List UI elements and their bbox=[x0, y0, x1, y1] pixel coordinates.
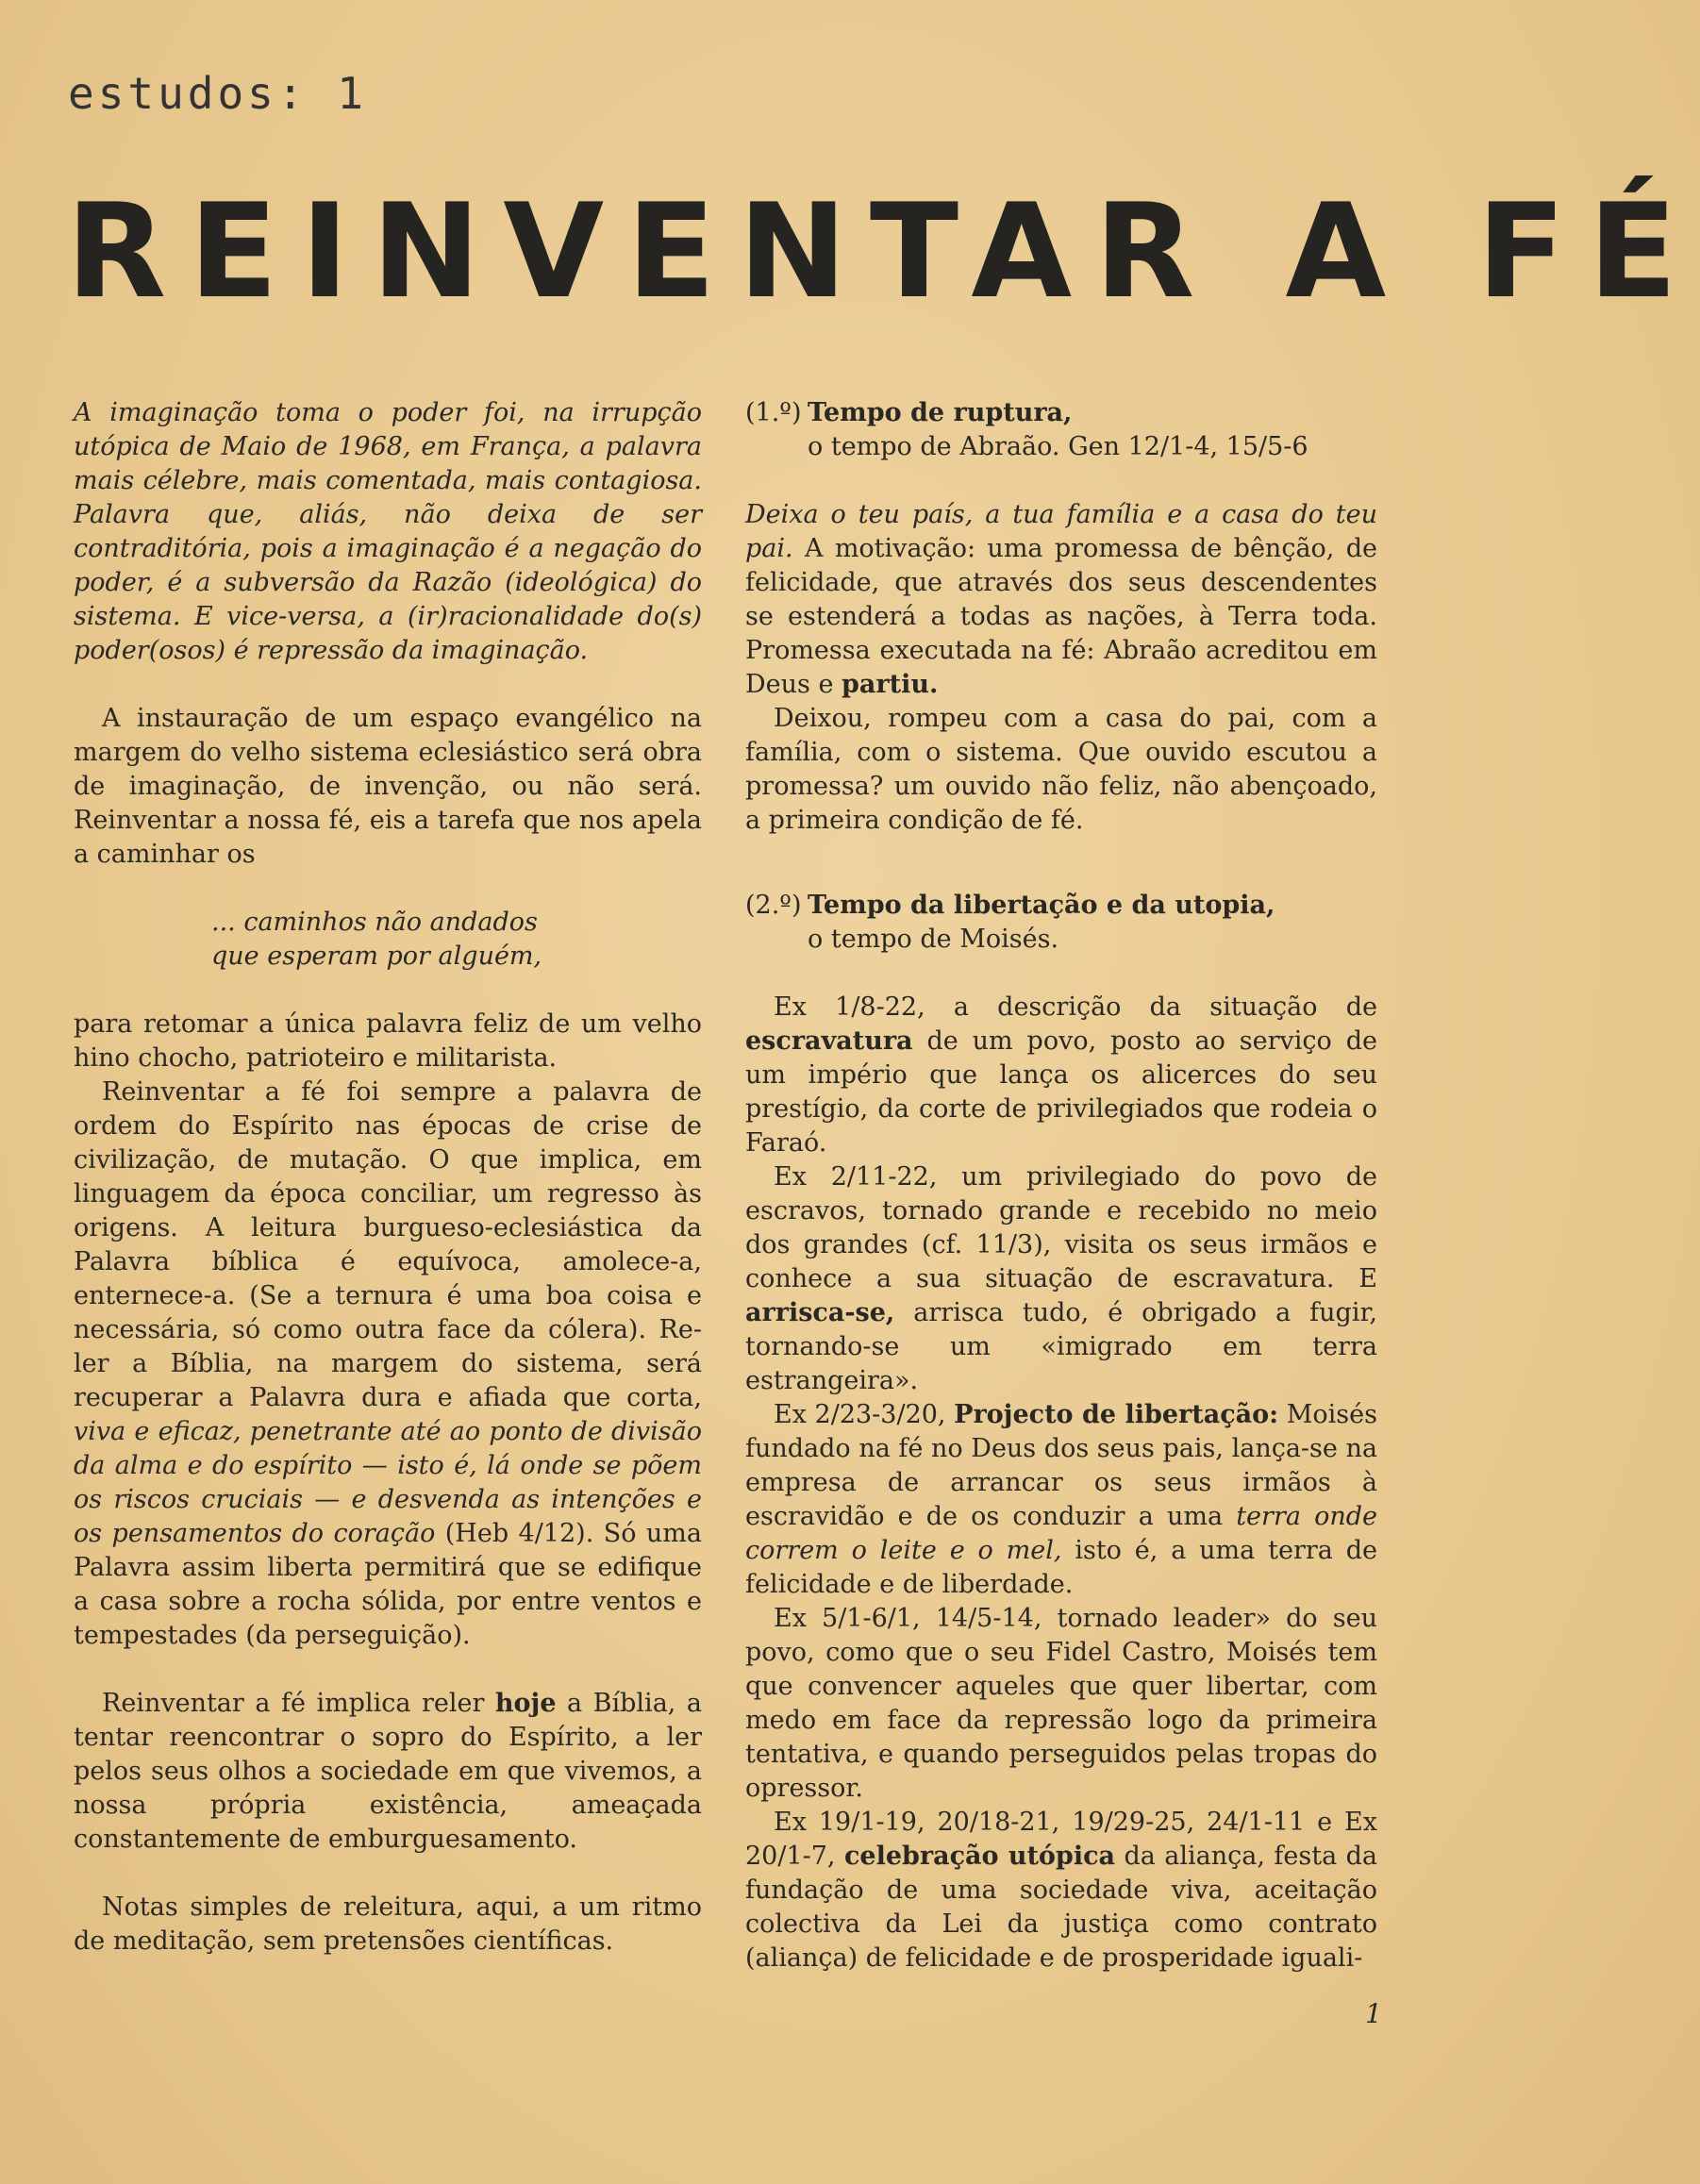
section-2-paragraph-3: Ex 2/23-3/20, Projecto de libertação: Moisés fundado na fé no Deus dos seus pais, lança-se na empresa de arrancar os seus irmãos à escravidão e de os conduzir a uma terra onde correm o leite e o mel, isto é, a uma terra de felicidade e de liberdade. bbox=[745, 1400, 1377, 1599]
section-2-heading bbox=[745, 889, 1377, 923]
section-number: (2.º) bbox=[745, 891, 802, 920]
verse-line-1: ... caminhos não andados bbox=[211, 908, 538, 937]
section-2-paragraph-1: Ex 1/8-22, a descrição da situação de escravatura de um povo, posto ao serviço de um império que lança os alicerces do seu prestígio, da corte de privilegiados que rodeia o Faraó. bbox=[745, 992, 1377, 1158]
right-column bbox=[745, 396, 1377, 1976]
paragraph-hino: para retomar a única palavra feliz de um velho hino chocho, patrioteiro e militarista. bbox=[74, 1009, 702, 1073]
paragraph-reinventar: Reinventar a fé foi sempre a palavra de ordem do Espírito nas épocas de crise de civilização, de mutação. O que implica, em linguagem da época conciliar, um regresso às origens. A leitura burgueso-eclesiástica da Palavra bíblica é equívoca, amolece-a, enternece-a. (Se a ternura é uma boa coisa e necessária, só como outra face da cólera). Re-ler a Bíblia, na margem do sistema, será recuperar a Palavra dura e afiada que corta, viva e eficaz, penetrante até ao ponto de divisão da alma e do espírito — isto é, lá onde se põem os riscos cruciais — e desvenda as intenções e os pensamentos do coração (Heb 4/12). Só uma Palavra assim liberta permitirá que se edifique a casa sobre a rocha sólida, por entre ventos e tempestades (da perseguição). bbox=[74, 1077, 702, 1650]
verse-line-2: que esperam por alguém, bbox=[211, 942, 542, 971]
section-2-paragraph-4: Ex 5/1-6/1, 14/5-14, tornado leader» do seu povo, como que o seu Fidel Castro, Moisés tem que convencer aqueles que quer libertar, com medo em face da repressão logo da primeira tentativa, e quando perseguidos pelas tropas do opressor. bbox=[745, 1604, 1377, 1803]
series-label: estudos: 1 bbox=[68, 68, 367, 119]
left-column bbox=[74, 396, 702, 1959]
section-reference: o tempo de Abraão. Gen 12/1-4, 15/5-6 bbox=[808, 432, 1308, 461]
paragraph-reler: Reinventar a fé implica reler hoje a Bíblia, a tentar reencontrar o sopro do Espírito, a ler pelos seus olhos a sociedade em que vivemos, a nossa própria existência, ameaçada constantemente de emburguesamento. bbox=[74, 1689, 702, 1854]
paragraph-notas: Notas simples de releitura, aqui, a um ritmo de meditação, sem pretensões científicas. bbox=[74, 1892, 702, 1956]
section-2-paragraph-2: Ex 2/11-22, um privilegiado do povo de escravos, tornado grande e recebido no meio dos grandes (cf. 11/3), visita os seus irmãos e conhece a sua situação de escravatura. E arrisca-se, arrisca tudo, é obrigado a fugir, tornando-se um «imigrado em terra estrangeira». bbox=[745, 1162, 1377, 1395]
section-2-paragraph-5: Ex 19/1-19, 20/18-21, 19/29-25, 24/1-11 e Ex 20/1-7, celebração utópica da aliança, festa da fundação de uma sociedade viva, aceitação colectiva da Lei da justiça como contrato (aliança) de felicidade e de prosperidade iguali- bbox=[745, 1808, 1377, 1973]
section-1-heading bbox=[745, 396, 1377, 430]
hymn-verse bbox=[74, 906, 702, 974]
section-subtitle: o tempo de Moisés. bbox=[808, 925, 1059, 954]
paragraph-espaco-evangelico: A instauração de um espaço evangélico na margem do velho sistema eclesiástico será obra de imaginação, de invenção, ou não será. Reinventar a nossa fé, eis a tarefa que nos apela a caminhar os bbox=[74, 704, 702, 869]
page-number: 1 bbox=[1365, 1998, 1382, 2029]
section-title: Tempo da libertação e da utopia, bbox=[808, 891, 1275, 920]
section-number: (1.º) bbox=[745, 398, 802, 427]
page-title: REINVENTAR A FÉ bbox=[66, 175, 1700, 327]
intro-paragraph: A imaginação toma o poder foi, na irrupção utópica de Maio de 1968, em França, a palavra mais célebre, mais comentada, mais contagiosa. Palavra que, aliás, não deixa de ser contraditória, pois a imaginação é a negação do poder, é a subversão da Razão (ideológica) do sistema. E vice-versa, a (ir)racionalidade do(s) poder(osos) é repressão da imaginação. bbox=[74, 398, 702, 665]
section-1-paragraph-1: Deixa o teu país, a tua família e a casa do teu pai. A motivação: uma promessa de bênção, de felicidade, que através dos seus descendentes se estenderá a todas as nações, à Terra toda. Promessa executada na fé: Abraão acreditou em Deus e partiu. bbox=[745, 500, 1377, 699]
section-title: Tempo de ruptura, bbox=[808, 398, 1073, 427]
section-1-paragraph-2: Deixou, rompeu com a casa do pai, com a família, com o sistema. Que ouvido escutou a promessa? um ouvido não feliz, não abençoado, a primeira condição de fé. bbox=[745, 704, 1377, 835]
